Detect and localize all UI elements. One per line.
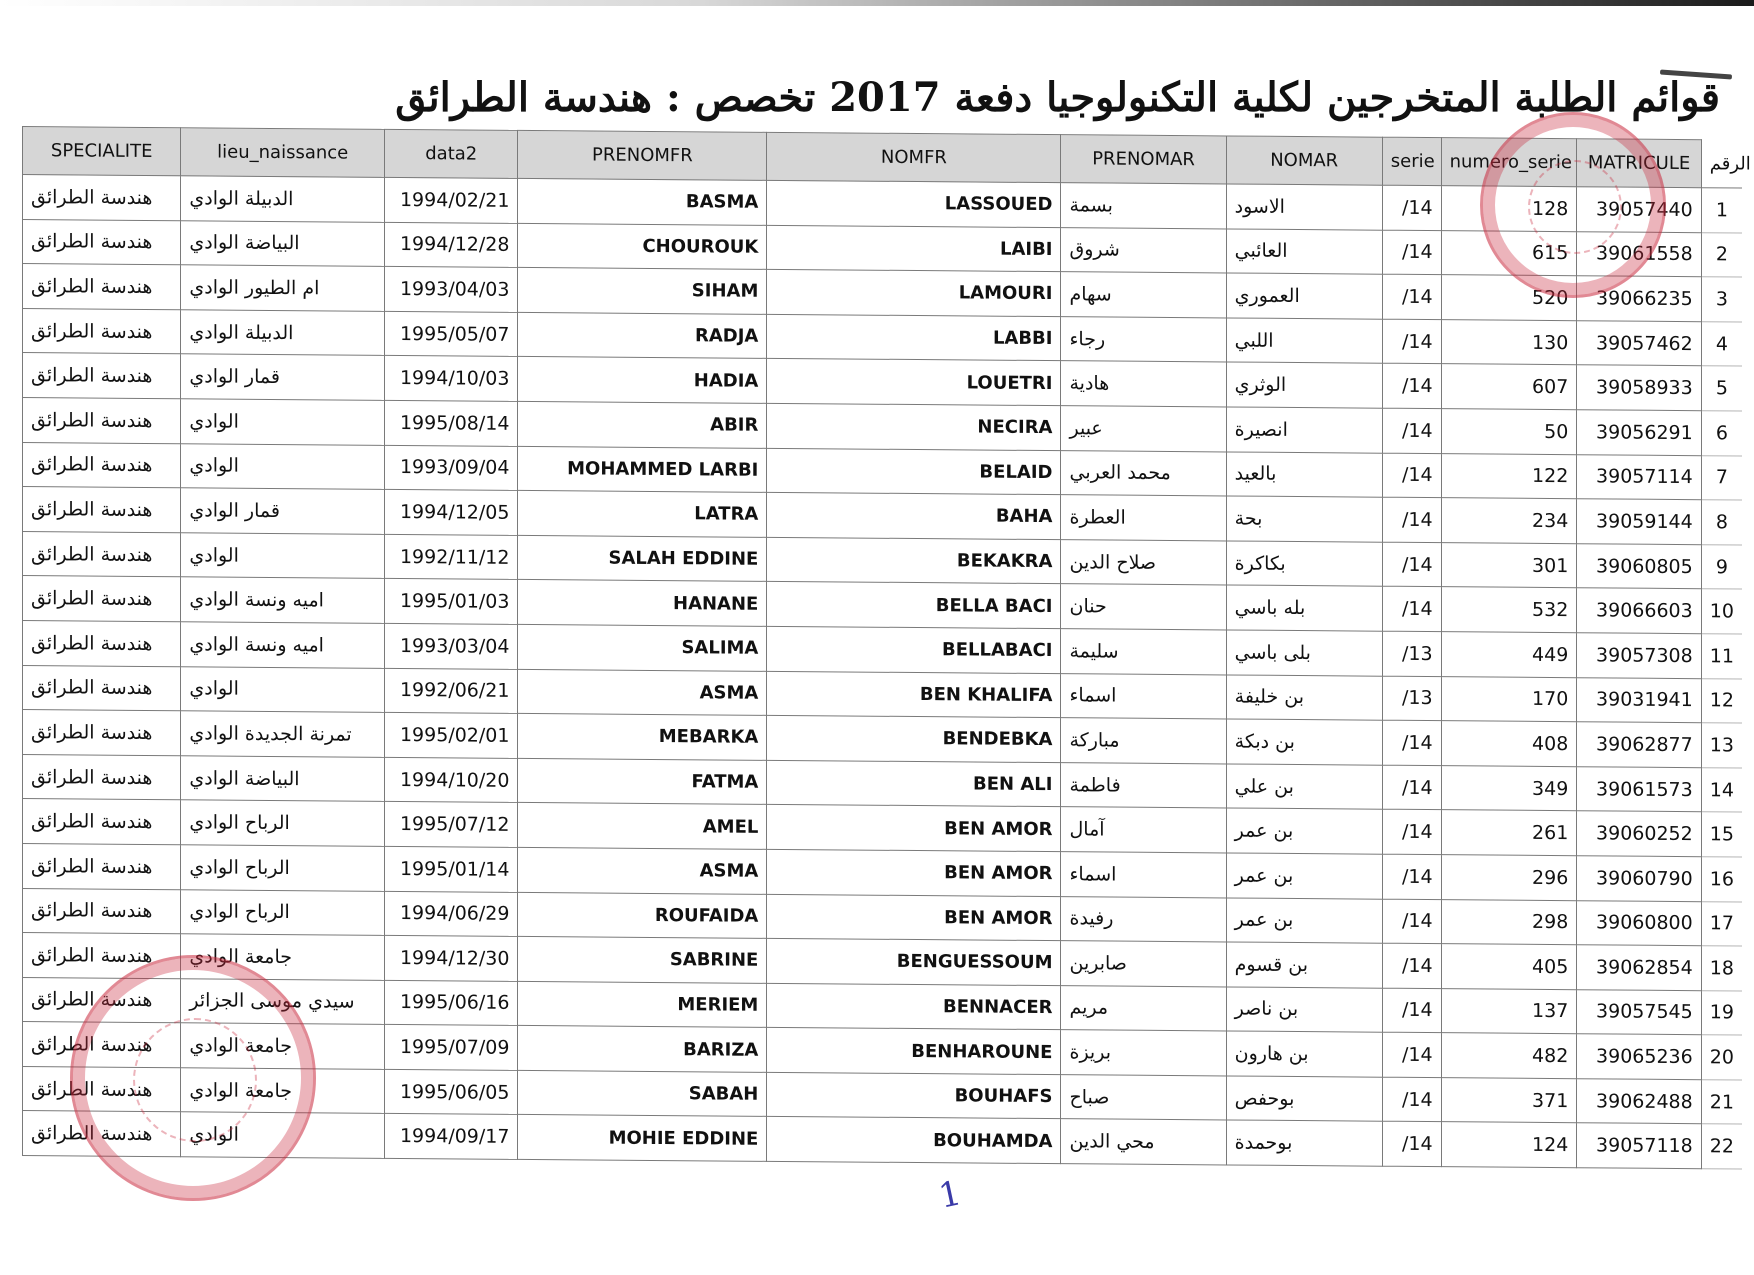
cell-prenomar: اسماء xyxy=(1061,673,1226,719)
cell-nomfr: BEKAKRA xyxy=(767,537,1061,584)
cell-serie: 14/ xyxy=(1382,453,1441,498)
cell-matricule: 39062488 xyxy=(1577,1079,1701,1125)
cell-lieu-naissance: قمار الوادي xyxy=(181,354,385,400)
cell-matricule: 39057308 xyxy=(1577,633,1701,679)
cell-nomfr: BENGUESSOUM xyxy=(767,938,1061,985)
cell-matricule: 39066603 xyxy=(1577,588,1701,634)
cell-nomar: بحة xyxy=(1226,496,1382,542)
cell-date: 1995/07/12 xyxy=(385,802,518,848)
cell-serie: 14/ xyxy=(1382,1032,1441,1077)
cell-numero-serie: 122 xyxy=(1441,453,1577,499)
cell-nomar: بالعيد xyxy=(1226,452,1382,498)
cell-matricule: 39060790 xyxy=(1577,856,1701,902)
cell-nomfr: BEN AMOR xyxy=(767,894,1061,941)
cell-prenomar: مباركة xyxy=(1061,718,1226,764)
cell-specialite: هندسة الطرائق xyxy=(23,175,181,221)
cell-serie: 14/ xyxy=(1382,765,1441,810)
cell-serie: 14/ xyxy=(1382,542,1441,587)
cell-prenomfr: MEBARKA xyxy=(518,714,767,761)
cell-numero-serie: 615 xyxy=(1441,230,1577,276)
cell-prenomfr: SABRINE xyxy=(518,936,767,983)
cell-numero-serie: 607 xyxy=(1441,364,1577,410)
col-header-nomfr: NOMFR xyxy=(767,132,1061,182)
col-header-numero-serie: numero_serie xyxy=(1441,138,1577,187)
cell-prenomfr: ABIR xyxy=(518,401,767,448)
cell-prenomar: حنان xyxy=(1061,584,1226,630)
cell-serie: 14/ xyxy=(1382,988,1441,1033)
cell-nomar: بن قسوم xyxy=(1226,942,1382,988)
cell-lieu-naissance: الوادي xyxy=(181,443,385,489)
cell-nomar: بن عمر xyxy=(1226,808,1382,854)
cell-matricule: 39062854 xyxy=(1577,945,1701,991)
cell-prenomfr: SALIMA xyxy=(518,624,767,671)
cell-nomar: بن عمر xyxy=(1226,897,1382,943)
cell-prenomar: صباح xyxy=(1061,1075,1226,1121)
cell-numero-serie: 234 xyxy=(1441,498,1577,544)
cell-specialite: هندسة الطرائق xyxy=(23,843,181,889)
cell-lieu-naissance: الدبيلة الوادي xyxy=(181,310,385,356)
cell-prenomar: عبير xyxy=(1061,406,1226,452)
cell-index: 6 xyxy=(1701,411,1742,456)
cell-lieu-naissance: الوادي xyxy=(181,1112,385,1158)
cell-prenomfr: AMEL xyxy=(518,803,767,850)
document-title: قوائم الطلبة المتخرجين لكلية التكنولوجيا دفعة 2017 تخصص : هندسة الطرائق xyxy=(395,74,1720,121)
col-header-prenomfr: PRENOMFR xyxy=(518,130,767,180)
cell-nomfr: BENDEBKA xyxy=(767,715,1061,762)
cell-date: 1995/01/14 xyxy=(385,846,518,892)
cell-matricule: 39060805 xyxy=(1577,543,1701,589)
cell-lieu-naissance: تمرنة الجديدة الوادي xyxy=(181,711,385,757)
cell-matricule: 39058933 xyxy=(1577,365,1701,411)
cell-nomfr: BELLA BACI xyxy=(767,582,1061,629)
cell-date: 1993/04/03 xyxy=(385,267,518,313)
cell-matricule: 39057440 xyxy=(1577,187,1701,233)
cell-index: 9 xyxy=(1701,544,1742,589)
cell-serie: 14/ xyxy=(1382,319,1441,364)
cell-lieu-naissance: سيدي موسى الجزائر xyxy=(181,978,385,1024)
cell-prenomar: محمد العربي xyxy=(1061,450,1226,496)
cell-prenomfr: FATMA xyxy=(518,758,767,805)
cell-date: 1994/02/21 xyxy=(385,177,518,223)
cell-serie: 14/ xyxy=(1382,587,1441,632)
cell-prenomar: مريم xyxy=(1061,985,1226,1031)
cell-specialite: هندسة الطرائق xyxy=(23,888,181,934)
cell-numero-serie: 296 xyxy=(1441,855,1577,901)
cell-index: 17 xyxy=(1701,901,1742,946)
col-header-index: الرقم xyxy=(1701,140,1742,188)
cell-nomar: بكاكرة xyxy=(1226,541,1382,587)
cell-nomfr: BAHA xyxy=(767,493,1061,540)
cell-nomfr: LAMOURI xyxy=(767,270,1061,317)
cell-specialite: هندسة الطرائق xyxy=(23,710,181,756)
cell-prenomfr: CHOUROUK xyxy=(518,223,767,270)
cell-lieu-naissance: الدبيلة الوادي xyxy=(181,176,385,222)
cell-prenomfr: SALAH EDDINE xyxy=(518,535,767,582)
cell-matricule: 39057118 xyxy=(1577,1123,1701,1169)
cell-specialite: هندسة الطرائق xyxy=(23,308,181,354)
cell-lieu-naissance: الوادي xyxy=(181,399,385,445)
cell-prenomfr: MERIEM xyxy=(518,981,767,1028)
cell-prenomar: فاطمة xyxy=(1061,762,1226,808)
cell-index: 19 xyxy=(1701,990,1742,1035)
cell-date: 1994/10/20 xyxy=(385,757,518,803)
cell-serie: 13/ xyxy=(1382,676,1441,721)
cell-date: 1995/06/16 xyxy=(385,980,518,1026)
cell-nomar: اللبي xyxy=(1226,318,1382,364)
cell-date: 1995/02/01 xyxy=(385,712,518,758)
cell-prenomar: محي الدين xyxy=(1061,1119,1226,1165)
cell-serie: 14/ xyxy=(1382,1077,1441,1122)
cell-matricule: 39057114 xyxy=(1577,454,1701,500)
col-header-date: data2 xyxy=(385,129,518,178)
cell-specialite: هندسة الطرائق xyxy=(23,620,181,666)
cell-serie: 14/ xyxy=(1382,809,1441,854)
cell-numero-serie: 405 xyxy=(1441,944,1577,990)
cell-nomfr: LOUETRI xyxy=(767,359,1061,406)
cell-specialite: هندسة الطرائق xyxy=(23,1022,181,1068)
cell-date: 1995/08/14 xyxy=(385,400,518,446)
col-header-specialite: SPECIALITE xyxy=(23,127,181,176)
cell-prenomar: سهام xyxy=(1061,272,1226,318)
cell-index: 3 xyxy=(1701,277,1742,322)
cell-lieu-naissance: البياضة الوادي xyxy=(181,220,385,266)
cell-index: 4 xyxy=(1701,321,1742,366)
cell-index: 8 xyxy=(1701,500,1742,545)
cell-nomar: بلى باسي xyxy=(1226,630,1382,676)
col-header-prenomar: PRENOMAR xyxy=(1061,135,1226,184)
cell-prenomfr: MOHIE EDDINE xyxy=(518,1115,767,1162)
cell-prenomar: آمال xyxy=(1061,807,1226,853)
cell-matricule: 39059144 xyxy=(1577,499,1701,545)
cell-numero-serie: 520 xyxy=(1441,275,1577,321)
cell-prenomfr: RADJA xyxy=(518,312,767,359)
cell-nomfr: BEN AMOR xyxy=(767,849,1061,896)
cell-serie: 13/ xyxy=(1382,631,1441,676)
cell-prenomfr: LATRA xyxy=(518,491,767,538)
cell-index: 16 xyxy=(1701,857,1742,902)
cell-prenomfr: HANANE xyxy=(518,580,767,627)
cell-specialite: هندسة الطرائق xyxy=(23,353,181,399)
cell-lieu-naissance: الرباح الوادي xyxy=(181,800,385,846)
cell-lieu-naissance: قمار الوادي xyxy=(181,488,385,534)
cell-numero-serie: 371 xyxy=(1441,1078,1577,1124)
cell-date: 1992/06/21 xyxy=(385,668,518,714)
cell-index: 5 xyxy=(1701,366,1742,411)
cell-date: 1992/11/12 xyxy=(385,534,518,580)
cell-nomar: العائبي xyxy=(1226,229,1382,275)
cell-matricule: 39031941 xyxy=(1577,677,1701,723)
cell-numero-serie: 124 xyxy=(1441,1122,1577,1168)
cell-matricule: 39061573 xyxy=(1577,766,1701,812)
cell-numero-serie: 137 xyxy=(1441,988,1577,1034)
cell-index: 18 xyxy=(1701,946,1742,991)
cell-prenomar: بسمة xyxy=(1061,183,1226,229)
cell-nomfr: LASSOUED xyxy=(767,180,1061,227)
cell-numero-serie: 130 xyxy=(1441,319,1577,365)
cell-date: 1994/06/29 xyxy=(385,891,518,937)
cell-prenomfr: BARIZA xyxy=(518,1026,767,1073)
cell-lieu-naissance: الوادي xyxy=(181,532,385,578)
cell-matricule: 39056291 xyxy=(1577,410,1701,456)
cell-prenomar: العطرة xyxy=(1061,495,1226,541)
cell-matricule: 39057545 xyxy=(1577,989,1701,1035)
cell-prenomar: هادية xyxy=(1061,361,1226,407)
cell-numero-serie: 349 xyxy=(1441,765,1577,811)
cell-index: 13 xyxy=(1701,723,1742,768)
cell-serie: 14/ xyxy=(1382,854,1441,899)
cell-serie: 14/ xyxy=(1382,364,1441,409)
cell-lieu-naissance: الرباح الوادي xyxy=(181,845,385,891)
cell-date: 1994/10/03 xyxy=(385,356,518,402)
cell-numero-serie: 128 xyxy=(1441,186,1577,232)
cell-lieu-naissance: اميه ونسة الوادي xyxy=(181,622,385,668)
cell-serie: 14/ xyxy=(1382,185,1441,230)
cell-specialite: هندسة الطرائق xyxy=(23,799,181,845)
col-header-serie: serie xyxy=(1382,137,1441,185)
cell-date: 1994/12/30 xyxy=(385,935,518,981)
cell-index: 1 xyxy=(1701,188,1742,233)
cell-specialite: هندسة الطرائق xyxy=(23,487,181,533)
cell-serie: 14/ xyxy=(1382,720,1441,765)
cell-prenomar: شروق xyxy=(1061,227,1226,273)
cell-nomar: بله باسي xyxy=(1226,585,1382,631)
cell-matricule: 39060800 xyxy=(1577,900,1701,946)
cell-matricule: 39066235 xyxy=(1577,276,1701,322)
cell-index: 7 xyxy=(1701,455,1742,500)
cell-serie: 14/ xyxy=(1382,943,1441,988)
cell-lieu-naissance: البياضة الوادي xyxy=(181,755,385,801)
cell-specialite: هندسة الطرائق xyxy=(23,219,181,265)
cell-matricule: 39061558 xyxy=(1577,231,1701,277)
cell-date: 1995/05/07 xyxy=(385,311,518,357)
cell-serie: 14/ xyxy=(1382,230,1441,275)
cell-nomar: بوحمدة xyxy=(1226,1120,1382,1166)
col-header-lieu-naissance: lieu_naissance xyxy=(181,128,385,178)
cell-specialite: هندسة الطرائق xyxy=(23,531,181,577)
cell-nomar: بن علي xyxy=(1226,764,1382,810)
cell-numero-serie: 482 xyxy=(1441,1033,1577,1079)
cell-lieu-naissance: جامعة الوادي xyxy=(181,1023,385,1069)
cell-index: 15 xyxy=(1701,812,1742,857)
cell-date: 1993/03/04 xyxy=(385,623,518,669)
cell-index: 20 xyxy=(1701,1035,1742,1080)
cell-numero-serie: 298 xyxy=(1441,899,1577,945)
cell-nomfr: LABBI xyxy=(767,314,1061,361)
cell-nomar: بن هارون xyxy=(1226,1031,1382,1077)
cell-serie: 14/ xyxy=(1382,274,1441,319)
page-number: 1 xyxy=(935,1173,965,1217)
cell-nomfr: BENNACER xyxy=(767,983,1061,1030)
cell-date: 1994/12/28 xyxy=(385,222,518,268)
cell-numero-serie: 50 xyxy=(1441,409,1577,455)
cell-matricule: 39065236 xyxy=(1577,1034,1701,1080)
cell-lieu-naissance: جامعة الوادي xyxy=(181,1068,385,1114)
cell-nomar: الاسود xyxy=(1226,184,1382,230)
cell-nomfr: BELLABACI xyxy=(767,626,1061,673)
cell-specialite: هندسة الطرائق xyxy=(23,576,181,622)
cell-lieu-naissance: الوادي xyxy=(181,666,385,712)
cell-prenomar: صلاح الدين xyxy=(1061,539,1226,585)
cell-nomar: بن عمر xyxy=(1226,853,1382,899)
cell-date: 1995/07/09 xyxy=(385,1025,518,1071)
cell-nomar: الوثري xyxy=(1226,362,1382,408)
cell-nomar: بن خليفة xyxy=(1226,674,1382,720)
cell-numero-serie: 170 xyxy=(1441,676,1577,722)
cell-specialite: هندسة الطرائق xyxy=(23,1066,181,1112)
cell-specialite: هندسة الطرائق xyxy=(23,1111,181,1157)
cell-specialite: هندسة الطرائق xyxy=(23,754,181,800)
cell-specialite: هندسة الطرائق xyxy=(23,397,181,443)
col-header-nomar: NOMAR xyxy=(1226,136,1382,185)
cell-nomfr: BOUHAFS xyxy=(767,1072,1061,1119)
cell-index: 2 xyxy=(1701,232,1742,277)
cell-date: 1995/06/05 xyxy=(385,1069,518,1115)
graduates-table xyxy=(22,126,1751,1170)
cell-nomfr: BELAID xyxy=(767,448,1061,495)
cell-nomfr: BEN AMOR xyxy=(767,805,1061,852)
cell-numero-serie: 408 xyxy=(1441,721,1577,767)
cell-prenomfr: SABAH xyxy=(518,1070,767,1117)
cell-serie: 14/ xyxy=(1382,408,1441,453)
cell-prenomfr: MOHAMMED LARBI xyxy=(518,446,767,493)
cell-date: 1995/01/03 xyxy=(385,579,518,625)
cell-specialite: هندسة الطرائق xyxy=(23,933,181,979)
cell-prenomar: بريزة xyxy=(1061,1030,1226,1076)
cell-nomfr: BEN ALI xyxy=(767,760,1061,807)
cell-index: 14 xyxy=(1701,767,1742,812)
col-header-matricule: MATRICULE xyxy=(1577,139,1701,188)
cell-index: 10 xyxy=(1701,589,1742,634)
cell-matricule: 39057462 xyxy=(1577,320,1701,366)
cell-nomar: بن ناصر xyxy=(1226,987,1382,1033)
cell-index: 22 xyxy=(1701,1124,1742,1169)
cell-numero-serie: 449 xyxy=(1441,632,1577,678)
cell-serie: 14/ xyxy=(1382,497,1441,542)
cell-prenomar: رجاء xyxy=(1061,316,1226,362)
cell-numero-serie: 532 xyxy=(1441,587,1577,633)
cell-prenomfr: BASMA xyxy=(518,178,767,225)
cell-prenomfr: SIHAM xyxy=(518,268,767,315)
cell-numero-serie: 261 xyxy=(1441,810,1577,856)
cell-nomfr: BOUHAMDA xyxy=(767,1117,1061,1164)
cell-date: 1994/12/05 xyxy=(385,490,518,536)
cell-specialite: هندسة الطرائق xyxy=(23,977,181,1023)
cell-prenomar: رفيدة xyxy=(1061,896,1226,942)
cell-prenomar: اسماء xyxy=(1061,852,1226,898)
cell-lieu-naissance: الرباح الوادي xyxy=(181,889,385,935)
cell-serie: 14/ xyxy=(1382,1122,1441,1167)
cell-nomar: بن دبكة xyxy=(1226,719,1382,765)
cell-specialite: هندسة الطرائق xyxy=(23,442,181,488)
cell-nomar: بوحفص xyxy=(1226,1076,1382,1122)
cell-lieu-naissance: ام الطيور الوادي xyxy=(181,265,385,311)
cell-prenomfr: ASMA xyxy=(518,847,767,894)
cell-nomfr: NECIRA xyxy=(767,403,1061,450)
cell-nomfr: BEN KHALIFA xyxy=(767,671,1061,718)
cell-nomfr: BENHAROUNE xyxy=(767,1028,1061,1075)
cell-lieu-naissance: اميه ونسة الوادي xyxy=(181,577,385,623)
cell-date: 1993/09/04 xyxy=(385,445,518,491)
cell-specialite: هندسة الطرائق xyxy=(23,665,181,711)
cell-prenomar: سليمة xyxy=(1061,629,1226,675)
cell-index: 12 xyxy=(1701,678,1742,723)
cell-nomar: انصيرة xyxy=(1226,407,1382,453)
cell-prenomfr: ROUFAIDA xyxy=(518,892,767,939)
cell-specialite: هندسة الطرائق xyxy=(23,264,181,310)
cell-matricule: 39062877 xyxy=(1577,722,1701,768)
cell-nomfr: LAIBI xyxy=(767,225,1061,272)
cell-prenomar: صابرين xyxy=(1061,941,1226,987)
cell-lieu-naissance: جامعة الوادي xyxy=(181,934,385,980)
cell-matricule: 39060252 xyxy=(1577,811,1701,857)
cell-nomar: العموري xyxy=(1226,273,1382,319)
cell-prenomfr: HADIA xyxy=(518,357,767,404)
scan-top-edge xyxy=(0,0,1754,6)
cell-index: 11 xyxy=(1701,634,1742,679)
cell-prenomfr: ASMA xyxy=(518,669,767,716)
cell-date: 1994/09/17 xyxy=(385,1114,518,1160)
cell-numero-serie: 301 xyxy=(1441,542,1577,588)
cell-index: 21 xyxy=(1701,1080,1742,1125)
cell-serie: 14/ xyxy=(1382,899,1441,944)
